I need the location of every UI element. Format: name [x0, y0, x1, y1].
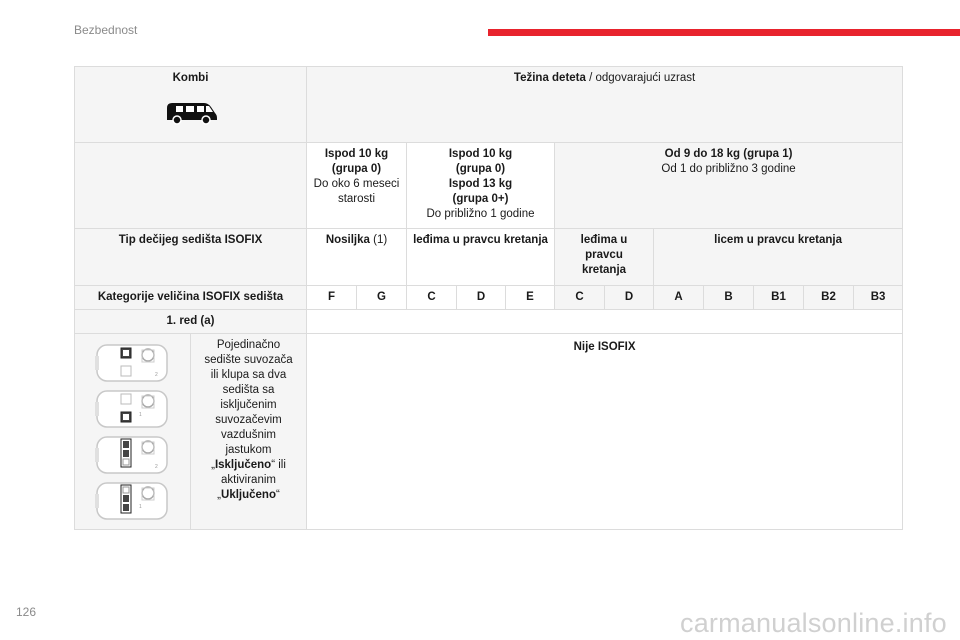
empty-cell: [75, 143, 307, 229]
weight-header-cell: [307, 67, 903, 143]
category-cell: C: [407, 286, 457, 310]
car-top-view-icon: [93, 388, 173, 430]
category-cell: D: [605, 286, 654, 310]
group-name: (grupa 0): [331, 163, 382, 175]
table-row-groups: [75, 143, 903, 229]
category-cell: F: [307, 286, 357, 310]
van-icon: [164, 98, 218, 126]
vehicle-label: Kombi: [172, 72, 209, 84]
svg-text:1: 1: [138, 412, 142, 418]
seat-description-middle: ili aktiviranim: [221, 459, 286, 486]
quote-close: “: [271, 459, 276, 471]
quote-open: „: [217, 489, 222, 501]
category-cell: G: [357, 286, 407, 310]
group-cell-1: [407, 143, 555, 229]
group-weight: Ispod 13 kg: [448, 178, 513, 190]
vehicle-cell: [75, 67, 307, 143]
group-weight: Od 9 do 18 kg (grupa 1): [664, 148, 793, 160]
type-nosiljka-note: (1): [369, 234, 388, 246]
type-ledjima-1: leđima u pravcu kretanja: [407, 229, 555, 286]
group-age: Od 1 do približno 3 godine: [661, 163, 796, 175]
group-age: Do oko 6 meseci starosti: [313, 178, 400, 205]
table-row-types: [75, 229, 903, 286]
type-licem: licem u pravcu kretanja: [654, 229, 903, 286]
page-number: 126: [16, 605, 37, 619]
category-cell: D: [457, 286, 506, 310]
type-nosiljka-label: Nosiljka: [325, 234, 370, 246]
watermark: carmanualsonline.info: [680, 608, 947, 638]
not-isofix-cell: Nije ISOFIX: [307, 334, 903, 530]
section-accent-bar: [488, 29, 960, 36]
group-name: (grupa 0+): [452, 193, 509, 205]
quote-open: „: [211, 459, 215, 471]
weight-header-rest: / odgovarajući uzrast: [585, 72, 696, 84]
category-cell: E: [506, 286, 555, 310]
car-top-view-icon: [93, 480, 173, 522]
table-row-seat-row: [75, 310, 903, 334]
section-title: Bezbednost: [74, 23, 138, 37]
svg-text:2: 2: [154, 372, 158, 378]
seat-diagrams-cell: [75, 334, 191, 530]
weight-header-bold: Težina deteta: [513, 72, 586, 84]
group-age: Do približno 1 godine: [426, 208, 535, 220]
category-cell: C: [555, 286, 605, 310]
group-cell-0: [307, 143, 407, 229]
category-cell: B: [704, 286, 754, 310]
group-name: (grupa 0): [455, 163, 506, 175]
group-cell-2: [555, 143, 903, 229]
seat-description-cell: [191, 334, 307, 530]
category-cell: B1: [754, 286, 804, 310]
svg-text:1: 1: [138, 504, 142, 510]
type-ledjima-2: leđima u pravcu kretanja: [555, 229, 654, 286]
airbag-off-label: Isključeno: [214, 459, 272, 471]
category-label: Kategorije veličina ISOFIX sedišta: [75, 286, 307, 310]
group-weight: Ispod 10 kg: [448, 148, 513, 160]
seat-description-text: Pojedinačno sedište suvozača ili klupa sa dva sedišta sa isključenim suvozačevim vazdušnim jastukom: [204, 339, 293, 456]
airbag-on-label: Uključeno: [221, 489, 276, 501]
category-cell: A: [654, 286, 704, 310]
category-cell: B3: [854, 286, 903, 310]
car-top-view-icon: [93, 434, 173, 476]
table-row-header: [75, 67, 903, 143]
table-row-seat-config: [75, 334, 903, 530]
type-nosiljka: [307, 229, 407, 286]
svg-text:2: 2: [154, 464, 158, 470]
row-label: 1. red (a): [75, 310, 307, 334]
quote-close: “: [275, 489, 280, 501]
car-top-view-icon: [93, 342, 173, 384]
empty-cell: [307, 310, 903, 334]
type-label: Tip dečijeg sedišta ISOFIX: [75, 229, 307, 286]
table-row-categories: [75, 286, 903, 310]
group-weight: Ispod 10 kg: [324, 148, 389, 160]
category-cell: B2: [804, 286, 854, 310]
isofix-table: [74, 66, 903, 530]
